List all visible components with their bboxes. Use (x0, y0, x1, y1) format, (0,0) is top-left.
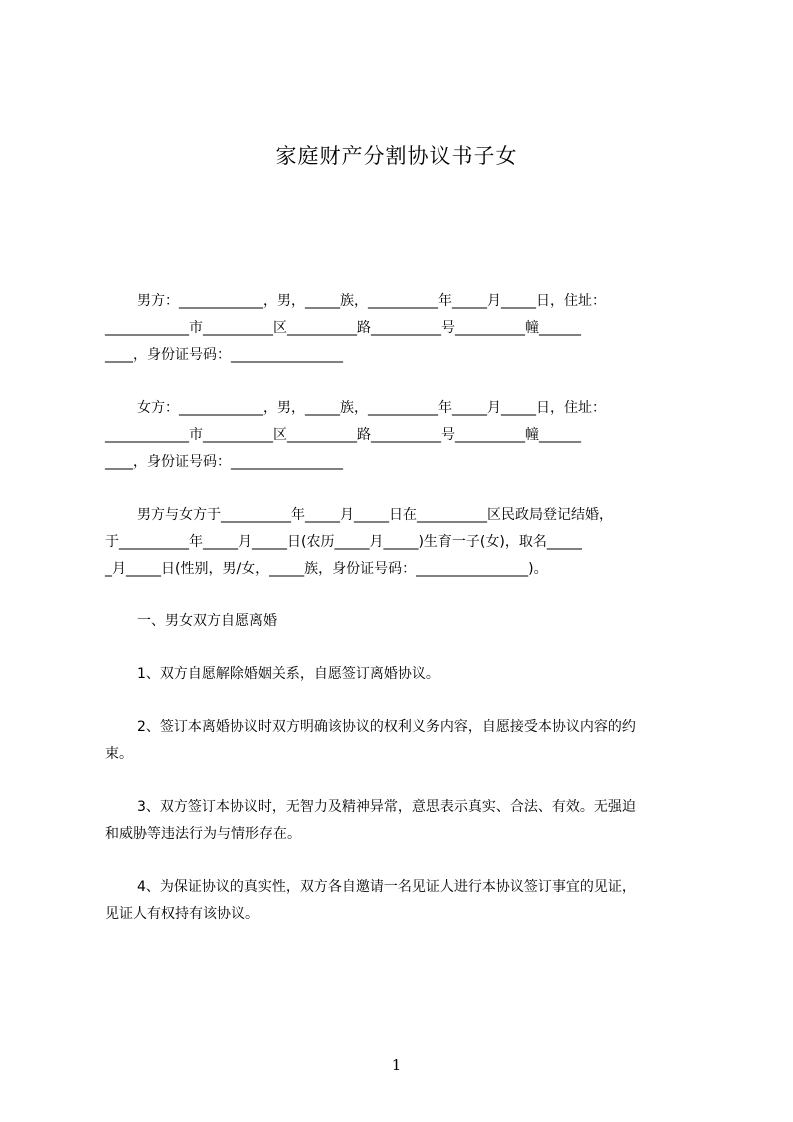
male-party-line-2: ____________市__________区__________路__________号__________幢______ (105, 320, 581, 336)
clause-2-line-2: 束。 (105, 746, 133, 762)
male-party-line-3: ____，身份证号码：________________ (105, 347, 343, 363)
female-party-line-1: 女方：____________，男，_____族，__________年_____月_____日，住址： (137, 400, 606, 416)
clause-4-line-2: 见证人有权持有该协议。 (105, 906, 259, 922)
female-party-line-3: ____，身份证号码：________________ (105, 454, 343, 470)
document-title: 家庭财产分割协议书子女 (275, 144, 518, 168)
clause-3-line-1: 3、双方签订本协议时，无智力及精神异常，意思表示真实、合法、有效。无强迫 (137, 799, 636, 815)
marriage-line-3: _月_____日(性别，男/女，_____族，身份证号码：________________)。 (105, 561, 548, 577)
clause-1: 1、双方自愿解除婚姻关系，自愿签订离婚协议。 (137, 666, 440, 682)
female-party-line-2: ____________市__________区__________路__________号__________幢______ (105, 427, 581, 443)
page-number: 1 (391, 1056, 402, 1074)
clause-2-line-1: 2、签订本离婚协议时双方明确该协议的权利义务内容，自愿接受本协议内容的约 (137, 719, 636, 735)
marriage-line-2: 于__________年_____月_____日(农历_____月_____)生育一子(女)，取名_____ (105, 534, 582, 550)
clause-3-line-2: 和威胁等违法行为与情形存在。 (105, 826, 301, 842)
clause-4-line-1: 4、为保证协议的真实性，双方各自邀请一名见证人进行本协议签订事宜的见证， (137, 879, 636, 895)
male-party-line-1: 男方：____________，男，_____族，__________年_____月_____日，住址： (137, 293, 606, 309)
section-heading: 一、男女双方自愿离婚 (137, 613, 277, 629)
marriage-line-1: 男方与女方于__________年_____月_____日在__________区民政局登记结婚， (137, 507, 613, 523)
